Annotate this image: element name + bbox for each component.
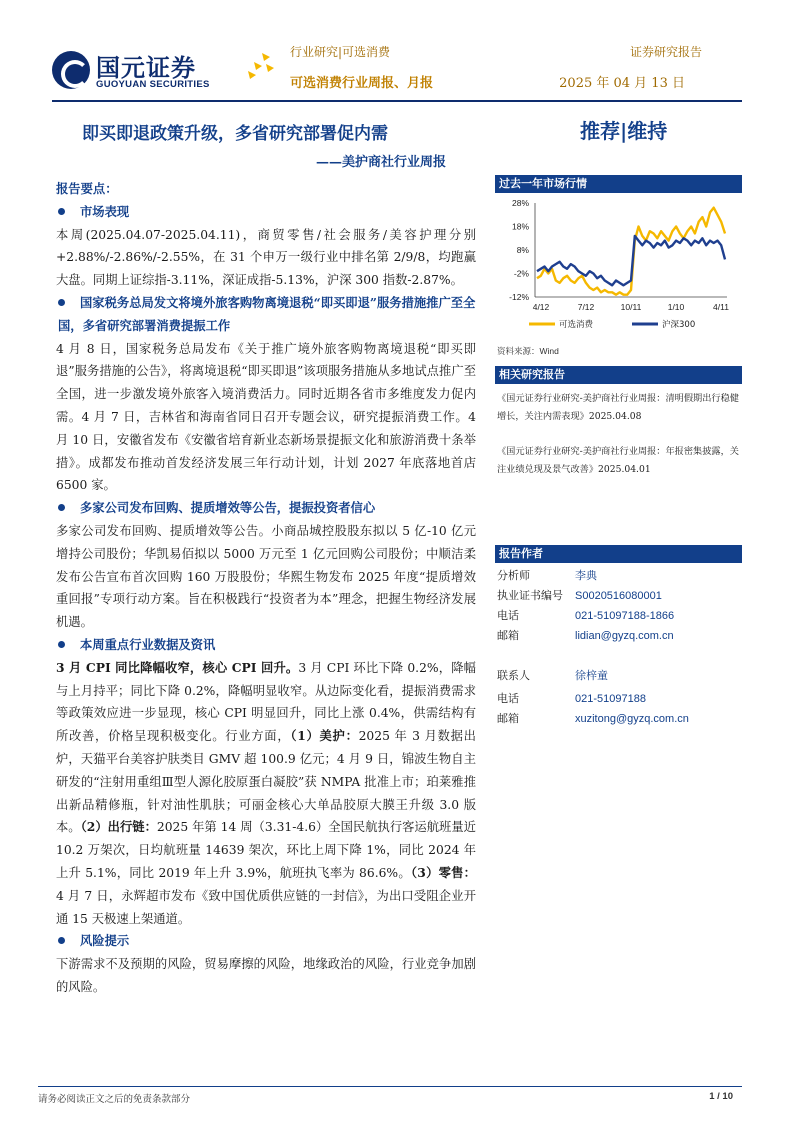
market-chart-heading: 过去一年市场行情 <box>495 175 742 193</box>
author-row: 执业证书编号 S0020516080001 <box>497 589 662 602</box>
bullet-icon <box>58 937 65 944</box>
author-email-link[interactable]: lidian@gyzq.com.cn <box>575 630 674 642</box>
report-subcategory: 可选消费行业周报、月报 <box>290 76 434 91</box>
related-reports-heading: 相关研究报告 <box>495 366 742 384</box>
section-paragraph: 4 月 8 日，国家税务总局发布《关于推广境外旅客购物离境退税“即买即退”服务措施的公告》，将离境退税“即买即退”该项服务措施从多地试点推广至全国，进一步激发境外旅客入境消费活力。同时近期各省市多维度发力促内需。4 月 7 日，吉林省和海南省同日召开专题会议，研究提振消费工作。4 月 10 日，安徽省发布《安徽省培育新业态新场景提振文化和旅游消费十条举措》。成都发布推动首发经济发展三年行动计划，计划 2027 年底落地首店 6500 家。 <box>56 341 476 493</box>
x-tick-label: 10/11 <box>620 302 642 312</box>
legend-label: 可选消费 <box>559 320 594 330</box>
page-number: 1 / 10 <box>709 1091 733 1102</box>
x-tick-label: 7/12 <box>577 302 595 312</box>
company-logo <box>52 45 274 95</box>
bullet-icon <box>58 299 65 306</box>
author-row: 联系人 徐梓童 <box>497 669 608 682</box>
section-heading: 风险提示 <box>56 930 476 953</box>
retail-label: （3）零售： <box>410 864 476 880</box>
section-paragraph: 下游需求不及预期的风险，贸易摩擦的风险，地缘政治的风险，行业竞争加剧的风险。 <box>56 957 476 994</box>
related-report-link[interactable]: 《国元证券行业研究-美护商社行业周报：年报密集披露，关注业绩兑现及景气改善》2025.04.01 <box>497 446 739 475</box>
bullet-icon <box>58 504 65 511</box>
industry-news-paragraph <box>56 657 476 931</box>
related-report-link[interactable]: 《国元证券行业研究-美护商社行业周报：清明假期出行稳健增长，关注内需表现》2025.04.08 <box>497 393 739 422</box>
report-type: 证券研究报告 <box>629 45 702 59</box>
bullet-icon <box>58 208 65 215</box>
report-category: 行业研究|可选消费 <box>290 45 391 59</box>
author-row: 分析师 李典 <box>497 569 597 582</box>
section-heading: 市场表现 <box>56 201 476 224</box>
footer-disclaimer: 请务必阅读正文之后的免责条款部分 <box>38 1094 191 1105</box>
report-subtitle: ——美护商社行业周报 <box>316 155 447 170</box>
beauty-label: （1）美护： <box>290 728 359 744</box>
y-tick-label: 8% <box>516 245 529 255</box>
rating-label: 推荐|维持 <box>580 119 668 143</box>
author-panel <box>495 545 742 563</box>
author-row: 电话 021-51097188 <box>497 692 646 705</box>
section-heading: 本周重点行业数据及资讯 <box>56 634 476 657</box>
report-date: 2025 年 04 月 13 日 <box>559 76 685 91</box>
cpi-text: 3 月 CPI 环比下降 0.2%，降幅与上月持平；同比下降 0.2%，降幅明显收窄。从边际变化看，提振消费需求等政策效应进一步显现，核心 CPI 明显回升，同比上涨 0.4%，供需结构有所改善，价格呈现积极变化。行业方面， <box>56 660 476 744</box>
x-tick-label: 4/11 <box>713 302 729 312</box>
logo-diamond-icon <box>244 53 274 83</box>
related-reports-panel <box>495 366 742 384</box>
market-chart-panel <box>495 175 742 340</box>
report-title: 即买即退政策升级，多省研究部署促内需 <box>82 124 388 144</box>
retail-text: 4 月 7 日，永辉超市发布《致中国优质供应链的一封信》，为出口受阻企业开通 15 天极速上架通道。 <box>56 888 476 926</box>
beauty-text: 2025 年 3 月数据出炉，天猫平台美容护肤类目 GMV 超 100.9 亿元；4 月 9 日，锦波生物自主研发的“注射用重组Ⅲ型人源化胶原蛋白凝胶”获 NMPA 批准上市；珀莱雅推出新品精修瓶，针对油性肌肤；可丽金核心大单品胶原大膜王升级 3.0 版本。 <box>56 729 476 835</box>
main-column <box>56 178 476 999</box>
y-tick-label: 28% <box>511 198 529 208</box>
section-heading: 国家税务总局发文将境外旅客购物离境退税“即买即退”服务措施推广至全国，多省研究部署消费提振工作 <box>58 294 476 333</box>
y-tick-label: -2% <box>513 268 529 279</box>
section-heading: 多家公司发布回购、提质增效等公告，提振投资者信心 <box>56 497 476 520</box>
author-row: 邮箱 xuzitong@gyzq.com.cn <box>497 712 689 725</box>
author-email-link[interactable]: xuzitong@gyzq.com.cn <box>575 713 689 725</box>
key-points-label: 报告要点： <box>56 181 118 196</box>
market-line-chart <box>495 195 742 340</box>
bullet-icon <box>58 641 65 648</box>
author-row: 邮箱 lidian@gyzq.com.cn <box>497 629 674 642</box>
section-paragraph: 本周(2025.04.07-2025.04.11)，商贸零售/社会服务/美容护理分别+2.88%/-2.86%/-2.55%，在 31 个申万一级行业中排名第 2/9/8，均跑赢大盘。同期上证综指-3.11%，深证成指-5.13%，沪深 300 指数-2.87%。 <box>56 227 476 288</box>
section-paragraph: 多家公司发布回购、提质增效等公告。小商品城控股股东拟以 5 亿-10 亿元增持公司股份；华凯易佰拟以 5000 万元至 1 亿元回购公司股份；中顺洁柔发布公告宣布首次回购 160 万股股份；华熙生物发布 2025 年度“提质增效重回报”专项行动方案。旨在积极践行“投资者为本”理念，把握生物经济发展机遇。 <box>56 523 476 630</box>
cpi-headline: 3 月 CPI 同比降幅收窄，核心 CPI 回升。 <box>56 659 299 675</box>
travel-label: （2）出行链： <box>80 819 157 835</box>
y-tick-label: -12% <box>509 292 529 302</box>
logo-name: 国元证券 <box>96 54 196 82</box>
logo-emblem-icon <box>52 51 90 89</box>
x-tick-label: 4/12 <box>532 302 550 312</box>
footer-divider <box>38 1086 742 1087</box>
header-divider <box>52 100 742 102</box>
y-tick-label: 18% <box>511 221 529 232</box>
logo-english-name: GUOYUAN SECURITIES <box>96 79 210 90</box>
author-row: 电话 021-51097188-1866 <box>497 609 675 622</box>
travel-text: 2025 年第 14 周（3.31-4.6）全国民航执行客运航班量近 10.2 万架次，日均航班量 14639 架次，环比上周下降 1%，同比 2024 年上升 5.1%，同比 2019 年上升 3.9%，航班执飞率为 86.6%。 <box>56 820 476 880</box>
legend-label: 沪深300 <box>662 320 696 330</box>
chart-source: 资料来源：Wind <box>497 346 559 356</box>
author-heading: 报告作者 <box>495 545 742 563</box>
x-tick-label: 1/10 <box>667 302 685 312</box>
